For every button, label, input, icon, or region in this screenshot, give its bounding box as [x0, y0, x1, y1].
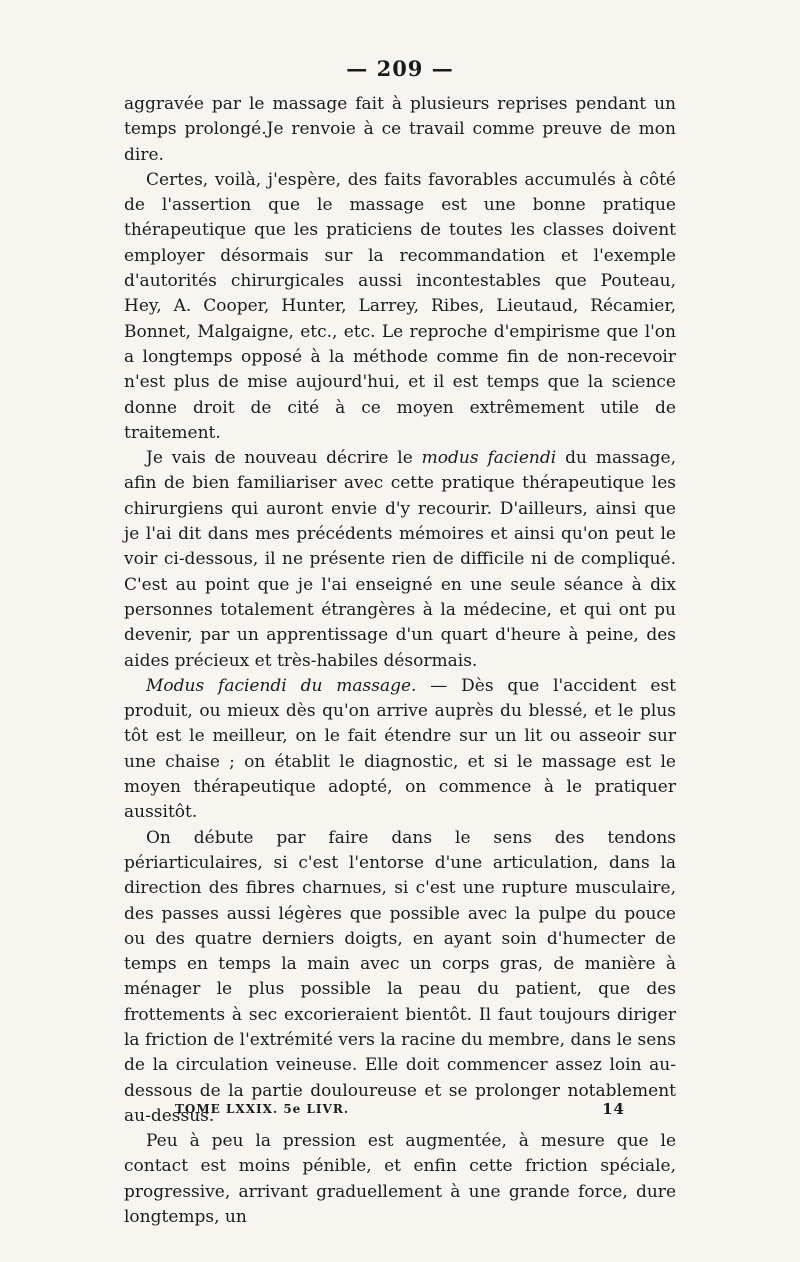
modus-faciendi-term: modus faciendi	[421, 448, 557, 469]
section-heading: Modus faciendi du massage.	[146, 675, 417, 696]
paragraph-assertion: Certes, voilà, j'espère, des faits favorables accumulés à côté de l'assertion que le massage est une bonne pratique thérapeutique que les praticiens de toutes les classes doivent employer désormais sur la recommandation et l'exemple d'autorités chirurgicales aussi incontestables que Pouteau, Hey, A. Cooper, Hunter, Larrey, Ribes, Lieutaud, Récamier, Bonnet, Malgaigne, etc., etc. Le reproche d'empirisme que l'on a longtemps opposé à la méthode comme fin de non-recevoir n'est plus de mise aujourd'hui, et il est temps que la science donne droit de cité à ce moyen extrêmement utile de traitement.	[124, 169, 676, 443]
paragraph-modus-section-text: — Dès que l'accident est produit, ou mieux dès qu'on arrive auprès du blessé, et le plus tôt est le meilleur, on le fait étendre sur un lit ou asseoir sur une chaise ; on établit le diagnostic, et si le massage est le moyen thérapeutique adopté, on commence à le pratiquer aussitôt.	[124, 675, 677, 823]
paragraph-pressure: Peu à peu la pression est augmentée, à mesure que le contact est moins pénible, et enfin cette friction spéciale, progressive, arrivant graduellement à une grande force, dure longtemps, un	[124, 1131, 676, 1228]
paragraph-modus-intro	[124, 446, 676, 674]
paragraph-modus-intro-before: Je vais de nouveau décrire le	[146, 448, 422, 469]
paragraph-modus-section	[124, 674, 676, 826]
footer-signature: TOME LXXIX. 5e LIVR.	[175, 1102, 350, 1116]
text-body	[124, 92, 676, 1230]
paragraph-modus-intro-after: du massage, afin de bien familiariser avec cette pratique thérapeutique les chirurgiens qui auront envie d'y recourir. D'ailleurs, ainsi que je l'ai dit dans mes précédents mémoires et ainsi qu'on peut le voir ci-dessous, il ne présente rien de difficile ni de compliqué. C'est au point que je l'ai enseigné en une seule séance à dix personnes totalement étrangères à la médecine, et qui ont pu devenir, par un apprentissage d'un quart d'heure à peine, des aides précieux et très-habiles désormais.	[124, 448, 677, 671]
paragraph-technique: On débute par faire dans le sens des tendons périarticulaires, si c'est l'entorse d'une articulation, dans la direction des fibres charnues, si c'est une rupture musculaire, des passes aussi légères que possible avec la pulpe du pouce ou des quatre derniers doigts, en ayant soin d'humecter de temps en temps la main avec un corps gras, de manière à ménager le plus possible la peau du patient, que des frottements à sec excorieraient bientôt. Il faut toujours diriger la friction de l'extrémité vers la racine du membre, dans le sens de la circulation veineuse. Elle doit commencer assez loin au-dessous de la partie douloureuse et se prolonger notablement au-dessus.	[124, 827, 676, 1126]
page-number: — 209 —	[346, 56, 454, 81]
footer-sheet-number: 14	[602, 1100, 625, 1118]
paragraph-continuation: aggravée par le massage fait à plusieurs reprises pendant un temps prolongé.Je renvoie à ce travail comme preuve de mon dire.	[124, 94, 676, 165]
